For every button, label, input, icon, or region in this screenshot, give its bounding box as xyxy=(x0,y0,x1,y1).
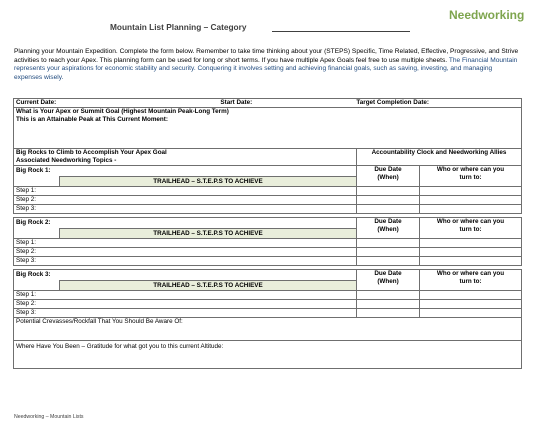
due-date-when: (When) xyxy=(377,278,399,285)
ally-cell[interactable] xyxy=(420,309,522,318)
step-row xyxy=(14,291,522,300)
due-date-label: Due Date xyxy=(374,270,402,277)
ally-cell[interactable] xyxy=(420,187,522,196)
gratitude-label: Where Have You Been – Gratitude for what got you to this current Altitude: xyxy=(16,343,224,350)
big-rock-cell[interactable] xyxy=(14,218,357,239)
brand-logo: Needworking xyxy=(449,8,525,22)
big-rock-row xyxy=(14,270,522,291)
ally-cell[interactable] xyxy=(420,300,522,309)
ally-cell[interactable] xyxy=(420,239,522,248)
due-date-cell[interactable] xyxy=(357,187,420,196)
step-cell[interactable]: Step 2: xyxy=(14,248,357,257)
intro-paragraph xyxy=(14,48,522,82)
due-date-cell[interactable] xyxy=(357,239,420,248)
step-cell[interactable]: Step 3: xyxy=(14,205,357,214)
apex-attainable-label: This is an Attainable Peak at This Current Moment: xyxy=(16,116,168,123)
who-label: Who or where can you xyxy=(436,270,505,277)
big-rock-cell[interactable] xyxy=(14,270,357,291)
step-row xyxy=(14,248,522,257)
due-date-header xyxy=(357,270,420,291)
current-date-label: Current Date: xyxy=(16,99,57,106)
apex-goal-label: What is Your Apex or Summit Goal (Highest Mountain Peak-Long Term) xyxy=(16,108,229,115)
gratitude-row xyxy=(14,341,522,369)
intro-text: Planning your Mountain Expedition. Complete the form below. Remember to take time thinking about your (STEPS) Specific, Time Related, Effective, Progressive, and Strive activities to reach your Apex. This planning form can be used for long or short terms. If you have multiple Apex Goals feel free to use multiple sheets. xyxy=(14,48,519,64)
big-rocks-header-row xyxy=(14,149,522,166)
who-header xyxy=(420,270,522,291)
who-label: Who or where can you xyxy=(436,218,505,225)
trailhead-banner: TRAILHEAD – S.T.E.P.S TO ACHIEVE xyxy=(59,280,356,290)
crevasses-cell[interactable] xyxy=(14,318,522,341)
who-header xyxy=(420,218,522,239)
step-row xyxy=(14,309,522,318)
start-date-label: Start Date: xyxy=(220,99,253,106)
category-blank-line[interactable] xyxy=(272,31,410,32)
due-date-cell[interactable] xyxy=(357,291,420,300)
crevasses-label: Potential Crevasses/Rockfall That You Should Be Aware Of: xyxy=(16,318,183,325)
trailhead-banner: TRAILHEAD – S.T.E.P.S TO ACHIEVE xyxy=(59,176,356,186)
step-cell[interactable]: Step 2: xyxy=(14,196,357,205)
big-rock-row xyxy=(14,218,522,239)
who-header xyxy=(420,166,522,187)
big-rock-label: Big Rock 2: xyxy=(16,219,51,226)
due-date-when: (When) xyxy=(377,174,399,181)
step-cell[interactable]: Step 3: xyxy=(14,257,357,266)
who-turn-to: turn to: xyxy=(459,278,482,285)
step-cell[interactable]: Step 1: xyxy=(14,239,357,248)
due-date-cell[interactable] xyxy=(357,205,420,214)
ally-cell[interactable] xyxy=(420,196,522,205)
big-rocks-label: Big Rocks to Climb to Accomplish Your Apex Goal xyxy=(16,149,167,156)
target-date-label: Target Completion Date: xyxy=(356,99,430,106)
ally-cell[interactable] xyxy=(420,257,522,266)
step-row xyxy=(14,300,522,309)
due-date-label: Due Date xyxy=(374,218,402,225)
ally-cell[interactable] xyxy=(420,291,522,300)
ally-cell[interactable] xyxy=(420,248,522,257)
step-cell[interactable]: Step 2: xyxy=(14,300,357,309)
due-date-cell[interactable] xyxy=(357,257,420,266)
due-date-label: Due Date xyxy=(374,166,402,173)
due-date-cell[interactable] xyxy=(357,309,420,318)
who-label: Who or where can you xyxy=(436,166,505,173)
accountability-header: Accountability Clock and Needworking Allies xyxy=(357,149,522,166)
big-rock-label: Big Rock 3: xyxy=(16,271,51,278)
who-turn-to: turn to: xyxy=(459,226,482,233)
step-row xyxy=(14,239,522,248)
step-row xyxy=(14,257,522,266)
intro-financial-text: The Financial Mountain represents your aspirations for economic stability and security. Conquering it involves setting and achieving financial goals, such as saving, investing, and managing expenses wisely. xyxy=(14,56,518,81)
due-date-cell[interactable] xyxy=(357,300,420,309)
big-rocks-header-cell xyxy=(14,149,357,166)
footer-text: Needworking – Mountain Lists xyxy=(14,414,84,420)
dates-cell[interactable] xyxy=(14,99,522,108)
crevasses-row xyxy=(14,318,522,341)
topics-label[interactable]: Associated Needworking Topics - xyxy=(16,157,117,164)
planning-form xyxy=(13,98,522,369)
ally-cell[interactable] xyxy=(420,205,522,214)
due-date-header xyxy=(357,218,420,239)
step-row xyxy=(14,205,522,214)
due-date-when: (When) xyxy=(377,226,399,233)
due-date-cell[interactable] xyxy=(357,196,420,205)
big-rock-label: Big Rock 1: xyxy=(16,167,51,174)
trailhead-banner: TRAILHEAD – S.T.E.P.S TO ACHIEVE xyxy=(59,228,356,238)
step-cell[interactable]: Step 1: xyxy=(14,291,357,300)
dates-row xyxy=(14,99,522,108)
due-date-cell[interactable] xyxy=(357,248,420,257)
step-cell[interactable]: Step 1: xyxy=(14,187,357,196)
step-row xyxy=(14,187,522,196)
step-row xyxy=(14,196,522,205)
apex-row xyxy=(14,108,522,149)
page-title: Mountain List Planning – Category xyxy=(110,22,247,32)
big-rock-row xyxy=(14,166,522,187)
apex-goal-cell[interactable] xyxy=(14,108,522,149)
who-turn-to: turn to: xyxy=(459,174,482,181)
gratitude-cell[interactable] xyxy=(14,341,522,369)
step-cell[interactable]: Step 3: xyxy=(14,309,357,318)
big-rock-cell[interactable] xyxy=(14,166,357,187)
due-date-header xyxy=(357,166,420,187)
